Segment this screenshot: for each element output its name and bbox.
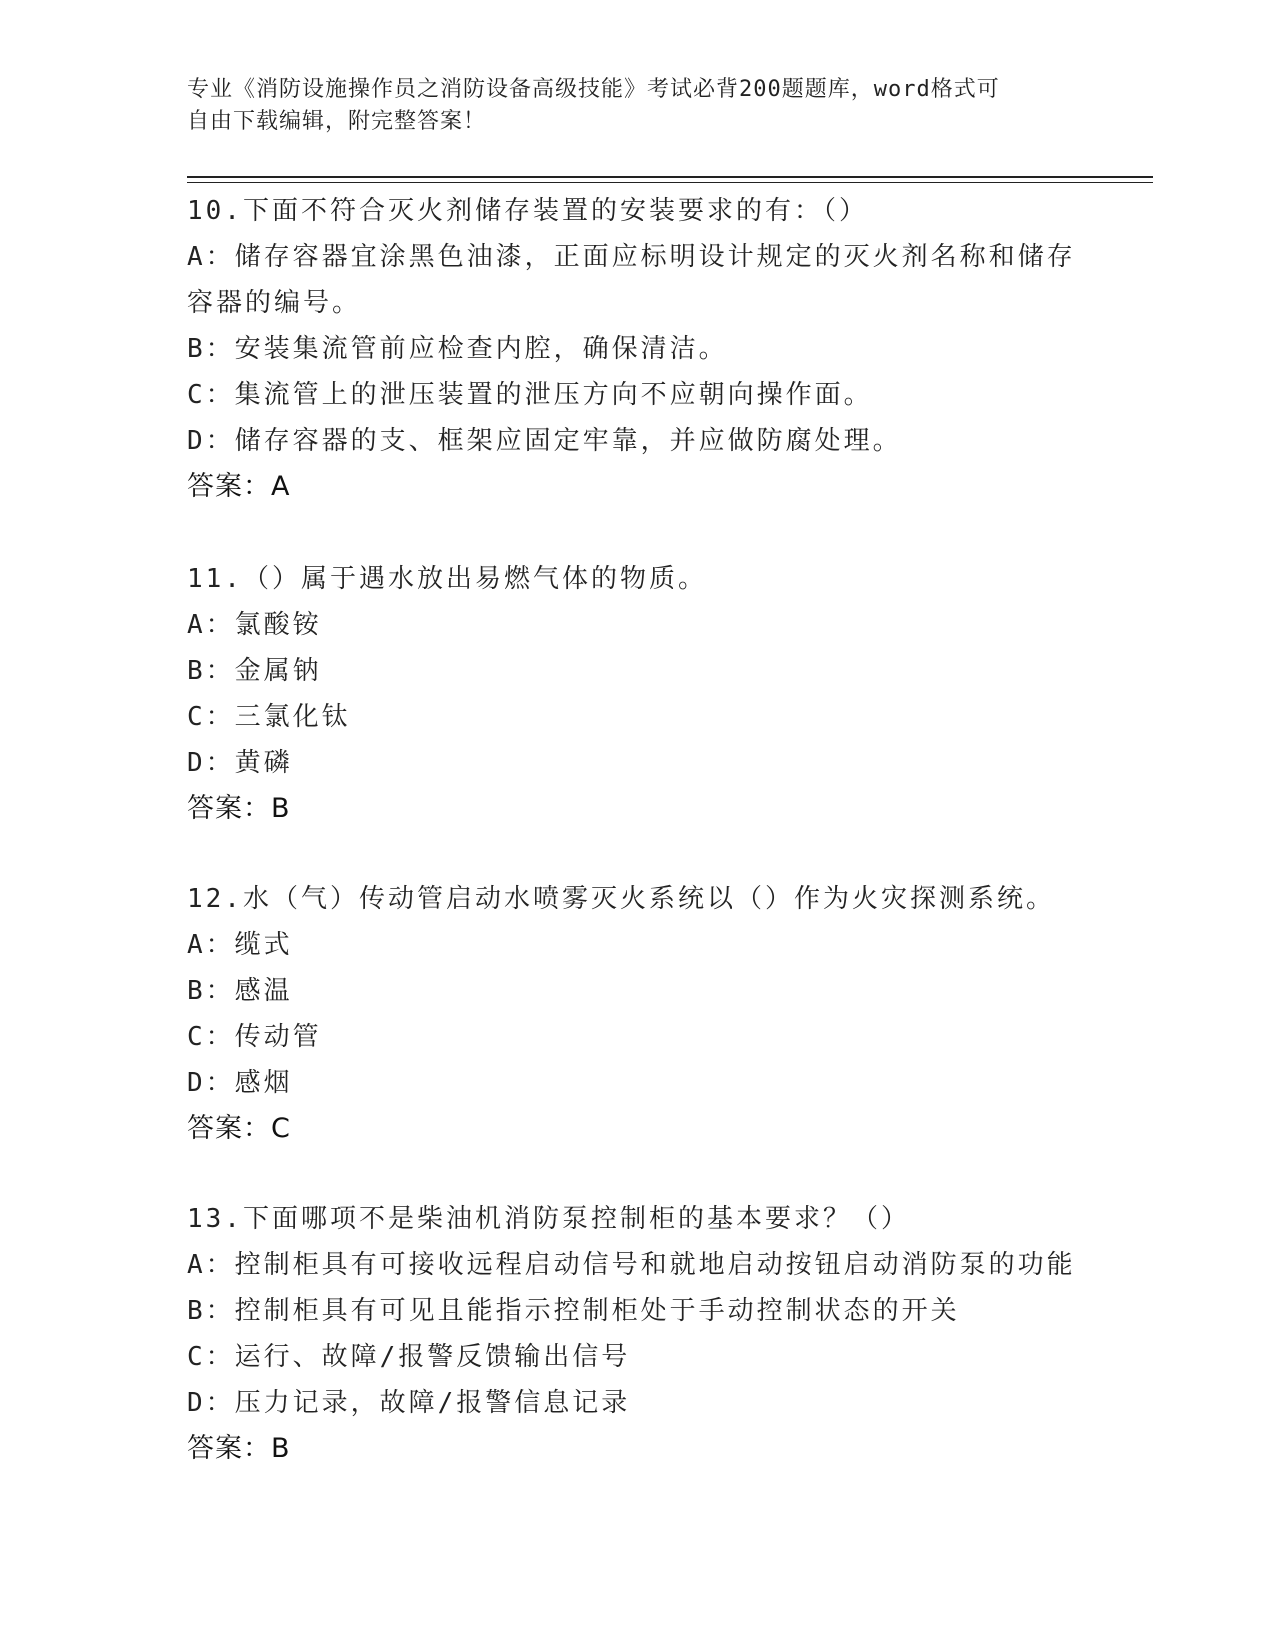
option-b: B：金属钠 — [187, 656, 322, 686]
question-stem: 13.下面哪项不是柴油机消防泵控制柜的基本要求？（） — [187, 1204, 910, 1234]
option-c: C：三氯化钛 — [187, 702, 351, 732]
document-header — [187, 74, 1067, 138]
option-a: A：储存容器宜涂黑色油漆，正面应标明设计规定的灭火剂名称和储存容器的编号。 — [187, 242, 1076, 318]
question-12 — [187, 876, 1087, 1152]
option-a: A：控制柜具有可接收远程启动信号和就地启动按钮启动消防泵的功能 — [187, 1250, 1076, 1280]
question-stem: 11.（）属于遇水放出易燃气体的物质。 — [187, 564, 707, 594]
header-divider-thin — [187, 182, 1153, 183]
header-divider-thick — [187, 176, 1153, 178]
question-stem: 12.水（气）传动管启动水喷雾灭火系统以（）作为火灾探测系统。 — [187, 884, 1055, 914]
answer: 答案：C — [187, 1113, 291, 1144]
option-a: A：氯酸铵 — [187, 610, 322, 640]
question-stem: 10.下面不符合灭火剂储存装置的安装要求的有：（） — [187, 196, 868, 226]
option-d: D：感烟 — [187, 1068, 293, 1098]
header-line-2: 自由下载编辑，附完整答案！ — [187, 109, 487, 134]
header-line-1: 专业《消防设施操作员之消防设备高级技能》考试必背200题题库，word格式可 — [187, 77, 1000, 102]
question-11 — [187, 556, 1087, 832]
option-a: A：缆式 — [187, 930, 293, 960]
option-b: B：安装集流管前应检查内腔，确保清洁。 — [187, 334, 728, 364]
answer: 答案：B — [187, 793, 291, 824]
question-13 — [187, 1196, 1087, 1472]
option-c: C：传动管 — [187, 1022, 322, 1052]
option-d: D：储存容器的支、框架应固定牢靠，并应做防腐处理。 — [187, 426, 902, 456]
option-b: B：感温 — [187, 976, 293, 1006]
question-10 — [187, 188, 1087, 510]
option-d: D：黄磷 — [187, 748, 293, 778]
answer: 答案：B — [187, 1433, 291, 1464]
option-d: D：压力记录，故障/报警信息记录 — [187, 1388, 631, 1418]
answer: 答案：A — [187, 471, 291, 502]
option-b: B：控制柜具有可见且能指示控制柜处于手动控制状态的开关 — [187, 1296, 960, 1326]
option-c: C：运行、故障/报警反馈输出信号 — [187, 1342, 631, 1372]
option-c: C：集流管上的泄压装置的泄压方向不应朝向操作面。 — [187, 380, 873, 410]
